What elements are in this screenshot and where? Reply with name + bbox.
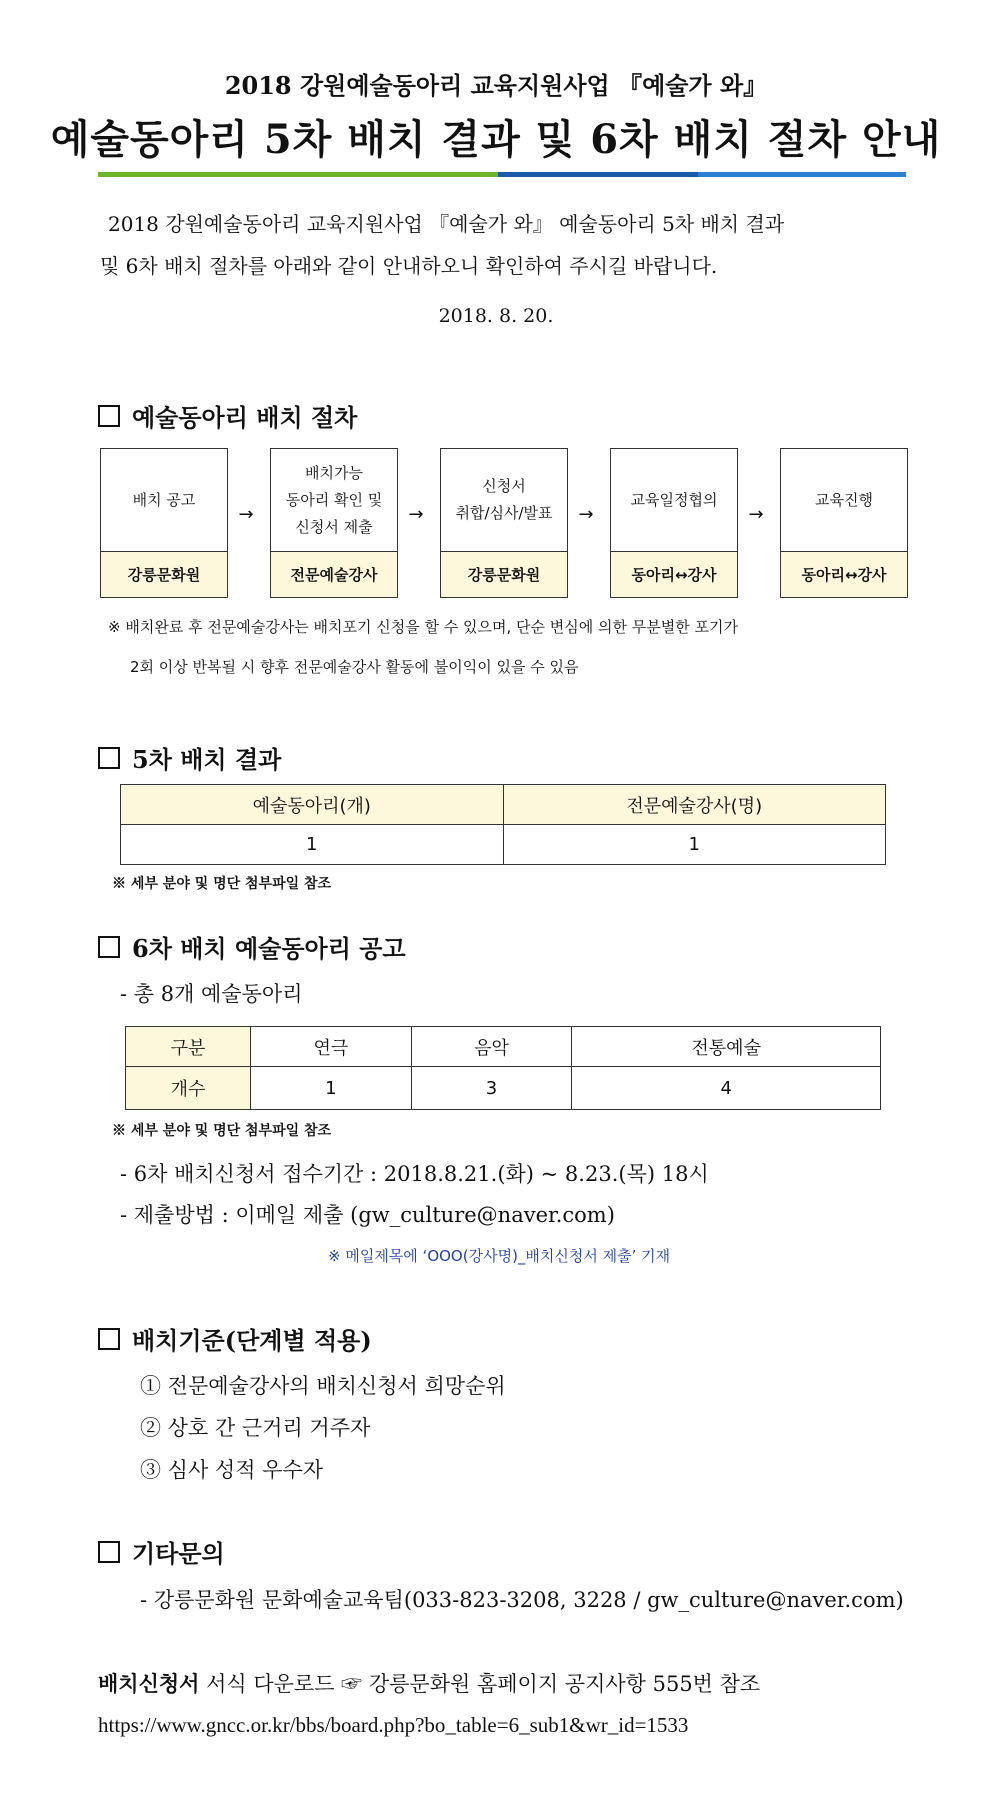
table-cell: 1	[503, 825, 886, 865]
table-header-row	[121, 785, 886, 825]
section-heading-text: 6차 배치 예술동아리 공고	[132, 934, 406, 963]
arrow-right-icon: →	[578, 504, 594, 525]
result-note: ※ 세부 분야 및 명단 첨부파일 참조	[112, 876, 332, 892]
table-header-cell: 전문예술강사(명)	[503, 785, 886, 825]
document-title: 예술동아리 5차 배치 결과 및 6차 배치 절차 안내	[50, 116, 942, 163]
flow-step-5	[780, 448, 908, 598]
checkbox-square-icon	[98, 1541, 120, 1563]
flow-step-owner: 강릉문화원	[441, 552, 567, 597]
procedure-note-line-1: ※ 배치완료 후 전문예술강사는 배치포기 신청을 할 수 있으며, 단순 변심에 의한 무분별한 포기가	[108, 618, 738, 636]
checkbox-square-icon	[98, 747, 120, 769]
table-header-cell: 예술동아리(개)	[121, 785, 504, 825]
flow-step-task: 신청서 취합/심사/발표	[441, 449, 567, 552]
checkbox-square-icon	[98, 936, 120, 958]
section-heading-text: 배치기준(단계별 적용)	[132, 1326, 372, 1355]
table-header-cell: 전통예술	[572, 1027, 881, 1067]
table-header-cell: 구분	[126, 1027, 251, 1067]
section-heading-inquiry	[98, 1534, 225, 1569]
table-cell: 3	[411, 1067, 572, 1110]
table-header-row	[126, 1027, 881, 1067]
criteria-item-1: ① 전문예술강사의 배치신청서 희망순위	[140, 1374, 506, 1398]
flow-step-3	[440, 448, 568, 598]
table-row-label: 개수	[126, 1067, 251, 1110]
checkbox-square-icon	[98, 405, 120, 427]
section-heading-criteria	[98, 1321, 372, 1356]
download-notice-lead: 배치신청서	[98, 1671, 200, 1696]
download-notice	[98, 1668, 760, 1698]
download-url-link[interactable]: https://www.gncc.or.kr/bbs/board.php?bo_table=6_sub1&wr_id=1533	[98, 1713, 689, 1737]
result-table	[120, 784, 886, 865]
table-cell: 4	[572, 1067, 881, 1110]
club-table	[125, 1026, 881, 1110]
application-period: - 6차 배치신청서 접수기간 : 2018.8.21.(화) ~ 8.23.(목) 18시	[120, 1162, 709, 1186]
section-heading-text: 기타문의	[132, 1539, 225, 1568]
criteria-item-2: ② 상호 간 근거리 거주자	[140, 1416, 371, 1440]
checkbox-square-icon	[98, 1328, 120, 1350]
contact-info: - 강릉문화원 문화예술교육팀(033-823-3208, 3228 / gw_culture@naver.com)	[140, 1588, 904, 1612]
club-total: - 총 8개 예술동아리	[120, 982, 303, 1006]
intro-paragraph	[100, 203, 908, 287]
arrow-right-icon: →	[408, 504, 424, 525]
section-heading-text: 예술동아리 배치 절차	[132, 403, 358, 432]
flow-step-4	[610, 448, 738, 598]
club-note: ※ 세부 분야 및 명단 첨부파일 참조	[112, 1123, 332, 1139]
download-notice-text: 서식 다운로드 ☞ 강릉문화원 홈페이지 공지사항 555번 참조	[199, 1672, 761, 1696]
arrow-right-icon: →	[748, 504, 764, 525]
flow-step-owner: 동아리↔강사	[611, 552, 737, 597]
table-cell: 1	[121, 825, 504, 865]
title-underline	[98, 172, 906, 177]
section-heading-text: 5차 배치 결과	[132, 745, 282, 774]
flow-step-2	[270, 448, 398, 598]
criteria-item-3: ③ 심사 성적 우수자	[140, 1458, 324, 1482]
table-row	[121, 825, 886, 865]
document-date: 2018. 8. 20.	[438, 305, 554, 327]
section-heading-announcement	[98, 929, 406, 964]
submission-method: - 제출방법 : 이메일 제출 (gw_culture@naver.com)	[120, 1203, 615, 1227]
arrow-right-icon: →	[238, 504, 254, 525]
intro-line-1: 2018 강원예술동아리 교육지원사업 『예술가 와』 예술동아리 5차 배치 결과	[108, 212, 785, 236]
table-cell: 1	[251, 1067, 412, 1110]
section-heading-procedure	[98, 398, 357, 433]
flow-step-task: 교육진행	[781, 449, 907, 552]
procedure-flowchart	[100, 448, 906, 598]
procedure-note-line-2: 2회 이상 반복될 시 향후 전문예술강사 활동에 불이익이 있을 수 있음	[130, 658, 579, 676]
flow-step-task: 배치 공고	[101, 449, 227, 552]
table-header-cell: 음악	[411, 1027, 572, 1067]
table-row	[126, 1067, 881, 1110]
flow-step-owner: 강릉문화원	[101, 552, 227, 597]
mail-subject-note: ※ 메일제목에 ‘OOO(강사명)_배치신청서 제출’ 기재	[328, 1247, 671, 1265]
table-header-cell: 연극	[251, 1027, 412, 1067]
flow-step-task: 교육일정협의	[611, 449, 737, 552]
section-heading-result	[98, 740, 281, 775]
flow-step-task: 배치가능 동아리 확인 및 신청서 제출	[271, 449, 397, 552]
flow-step-owner: 동아리↔강사	[781, 552, 907, 597]
intro-line-2: 및 6차 배치 절차를 아래와 같이 안내하오니 확인하여 주시길 바랍니다.	[100, 254, 718, 278]
document-subtitle: 2018 강원예술동아리 교육지원사업 『예술가 와』	[224, 71, 768, 100]
flow-step-owner: 전문예술강사	[271, 552, 397, 597]
flow-step-1	[100, 448, 228, 598]
